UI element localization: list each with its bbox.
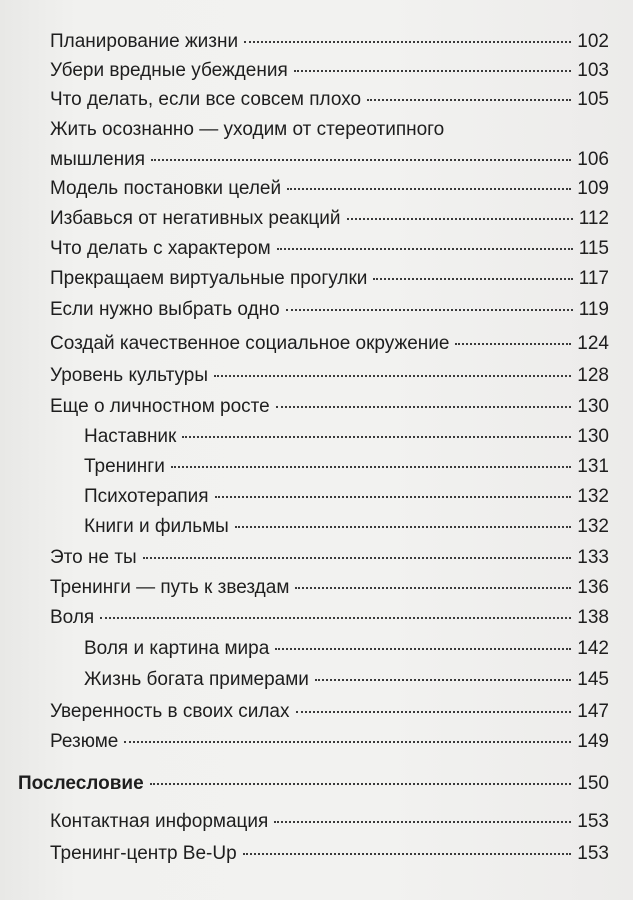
toc-entry-page: 147 — [577, 701, 609, 722]
toc-entry — [50, 298, 609, 322]
toc-entry-title: Планирование жизни — [50, 31, 239, 52]
toc-entry — [50, 576, 609, 600]
toc-entry-page: 153 — [577, 843, 609, 864]
toc-entry-title-line1: Жить осознанно — уходим от стереотипного — [50, 119, 445, 140]
toc-dot-leader — [296, 711, 572, 713]
toc-entry-title: Тренинг-центр Be-Up — [50, 843, 237, 864]
toc-entry-title: Что делать, если все совсем плохо — [50, 89, 362, 110]
toc-entry-title: мышления — [50, 149, 146, 170]
toc-entry-page: 138 — [577, 607, 609, 628]
toc-entry-page: 128 — [577, 365, 609, 386]
toc-subentry — [84, 455, 609, 479]
toc-dot-leader — [276, 406, 572, 408]
toc-entry — [50, 88, 609, 112]
toc-entry-title: Книги и фильмы — [84, 516, 229, 537]
toc-entry-page: 109 — [577, 178, 609, 199]
toc-entry-title: Создай качественное социальное окружение — [50, 333, 450, 354]
toc-entry-page: 103 — [577, 60, 609, 81]
toc-entry-page: 133 — [577, 547, 609, 568]
toc-entry-title: Воля — [50, 607, 95, 628]
toc-dot-leader — [347, 218, 573, 220]
toc-entry-title: Воля и картина мира — [84, 638, 270, 659]
toc-subentry — [84, 425, 609, 449]
toc-dot-leader — [150, 783, 572, 785]
toc-entry — [50, 364, 609, 388]
toc-entry-title: Уверенность в своих силах — [50, 701, 290, 722]
toc-entry — [50, 700, 609, 724]
toc-section-entry — [18, 772, 609, 796]
toc-entry-page: 142 — [577, 638, 609, 659]
toc-dot-leader — [287, 188, 571, 190]
toc-entry-page: 119 — [578, 299, 609, 320]
toc-entry-page: 136 — [577, 577, 609, 598]
toc-dot-leader — [143, 557, 572, 559]
toc-dot-leader — [455, 343, 571, 345]
toc-dot-leader — [277, 248, 573, 250]
toc-entry-page: 105 — [577, 89, 609, 110]
toc-entry-page: 132 — [577, 486, 609, 507]
toc-dot-leader — [171, 466, 571, 468]
toc-entry-title: Прекращаем виртуальные прогулки — [50, 268, 368, 289]
toc-entry — [50, 332, 609, 356]
toc-dot-leader — [315, 679, 571, 681]
toc-entry — [50, 810, 609, 834]
toc-subentry — [84, 485, 609, 509]
toc-entry-title: Резюме — [50, 731, 119, 752]
toc-entry-title: Психотерапия — [84, 486, 209, 507]
toc-entry-page: 124 — [577, 333, 609, 354]
toc-dot-leader — [294, 70, 572, 72]
toc-dot-leader — [100, 617, 571, 619]
toc-dot-leader — [243, 853, 572, 855]
toc-entry-page: 145 — [577, 669, 609, 690]
toc-entry — [50, 730, 609, 754]
toc-entry — [50, 59, 609, 83]
toc-dot-leader — [275, 648, 571, 650]
toc-entry-title: Наставник — [84, 426, 177, 447]
toc-dot-leader — [373, 278, 572, 280]
toc-entry-page: 112 — [578, 208, 609, 229]
toc-dot-leader — [235, 526, 571, 528]
toc-entry — [50, 267, 609, 291]
toc-entry-title: Это не ты — [50, 547, 137, 568]
toc-entry-title: Тренинги — [84, 456, 165, 477]
toc-entry-title: Уровень культуры — [50, 365, 209, 386]
toc-entry — [50, 207, 609, 231]
toc-subentry — [84, 637, 609, 661]
toc-entry-page: 150 — [577, 773, 609, 794]
toc-entry-page: 149 — [577, 731, 609, 752]
toc-entry-page: 130 — [577, 426, 609, 447]
toc-dot-leader — [182, 436, 571, 438]
toc-entry-title: Что делать с характером — [50, 238, 271, 259]
toc-entry-title: Тренинги — путь к звездам — [50, 577, 290, 598]
toc-subentry — [84, 515, 609, 539]
toc-entry-title: Если нужно выбрать одно — [50, 299, 280, 320]
toc-entry-page: 115 — [578, 238, 609, 259]
toc-dot-leader — [295, 587, 571, 589]
toc-dot-leader — [244, 41, 571, 43]
toc-entry — [50, 237, 609, 261]
toc-entry-page: 153 — [577, 811, 609, 832]
toc-entry-page: 102 — [577, 31, 609, 52]
toc-entry — [50, 842, 609, 866]
toc-entry-page: 131 — [577, 456, 609, 477]
toc-entry-title: Избавься от негативных реакций — [50, 208, 341, 229]
toc-entry-title: Жизнь богата примерами — [84, 669, 309, 690]
toc-dot-leader — [151, 159, 571, 161]
toc-entry-page: 117 — [578, 268, 609, 289]
toc-dot-leader — [367, 99, 571, 101]
toc-entry-title: Контактная информация — [50, 811, 269, 832]
toc-entry-page: 106 — [577, 149, 609, 170]
toc-entry-title: Еще о личностном росте — [50, 396, 270, 417]
toc-dot-leader — [274, 821, 571, 823]
toc-entry — [50, 148, 609, 172]
toc-dot-leader — [214, 375, 571, 377]
toc-entry-title: Убери вредные убеждения — [50, 60, 288, 81]
toc-dot-leader — [124, 741, 571, 743]
toc-entry-page: 132 — [577, 516, 609, 537]
toc-entry — [50, 30, 609, 54]
toc-entry — [50, 546, 609, 570]
toc-dot-leader — [286, 309, 573, 311]
toc-entry-page: 130 — [577, 396, 609, 417]
toc-subentry — [84, 668, 609, 692]
toc-entry — [50, 177, 609, 201]
toc-entry-title: Модель постановки целей — [50, 178, 282, 199]
toc-section-title: Послесловие — [18, 773, 144, 794]
toc-entry — [50, 606, 609, 630]
toc-entry — [50, 395, 609, 419]
toc-dot-leader — [215, 496, 572, 498]
